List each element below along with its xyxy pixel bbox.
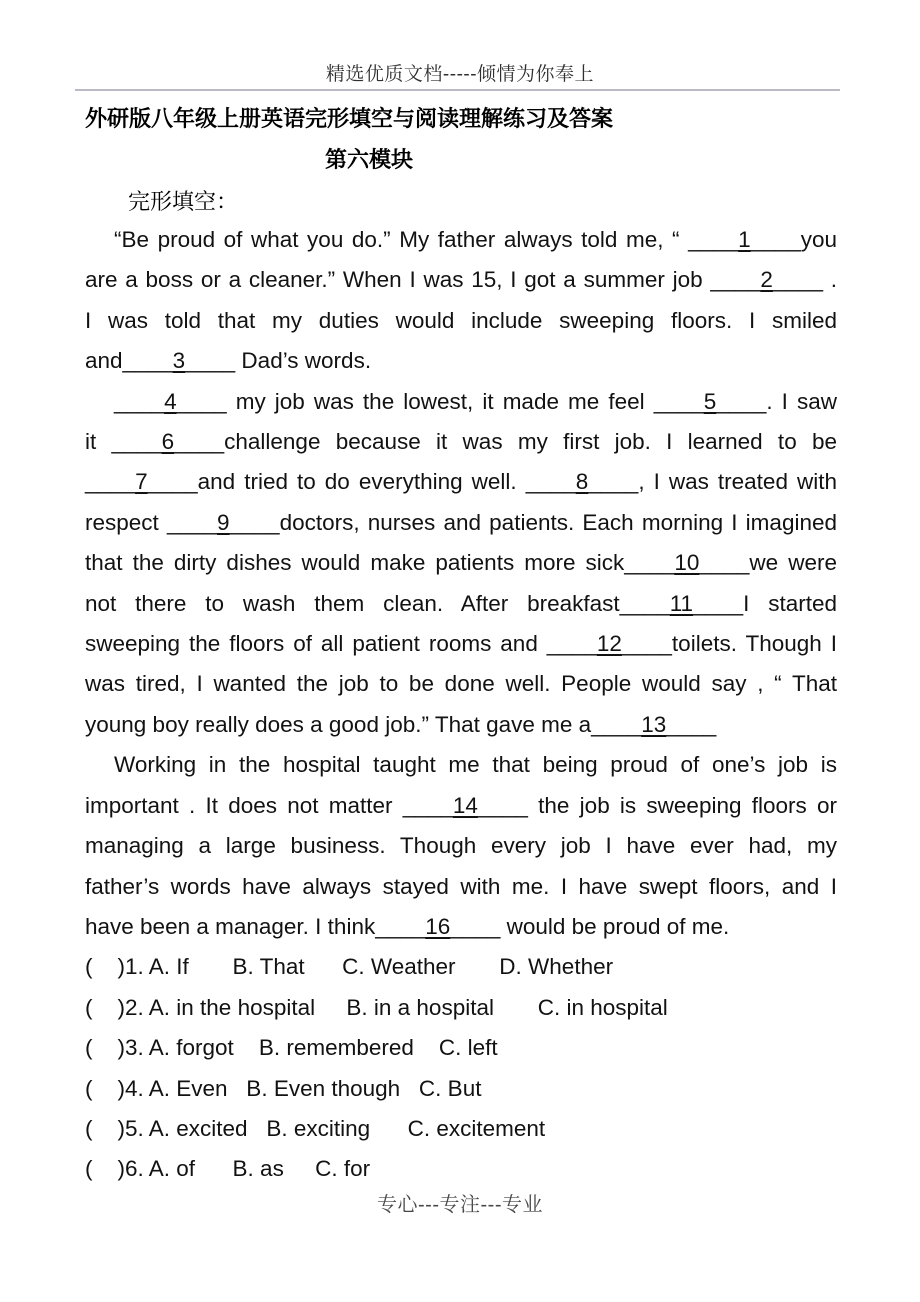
- cloze-body: [85, 220, 837, 1190]
- cloze-line: not there to wash them clean. After breakfast____11____I started: [85, 590, 837, 616]
- options-list: [85, 947, 837, 1189]
- cloze-line: father’s words have always stayed with me. I have swept floors, and I: [85, 873, 837, 899]
- header-divider: [75, 89, 840, 91]
- page-header-text: 精选优质文档-----倾情为你奉上: [325, 64, 595, 85]
- option-row-6: ( )6. A. of B. as C. for: [85, 1156, 371, 1182]
- option-row-2: ( )2. A. in the hospital B. in a hospital C. in hospital: [85, 994, 668, 1020]
- cloze-line: have been a manager. I think____16____ would be proud of me.: [85, 913, 730, 939]
- cloze-line: “Be proud of what you do.” My father always told me, “ ____1____you: [114, 227, 837, 252]
- cloze-line: and____3____ Dad’s words.: [85, 348, 372, 374]
- cloze-line: ____7____and tried to do everything well. ____8____, I was treated with: [85, 469, 837, 495]
- cloze-line: I was told that my duties would include sweeping floors. I smiled: [85, 307, 837, 333]
- cloze-line: Working in the hospital taught me that being proud of one’s job is: [114, 752, 837, 778]
- option-row-1: ( )1. A. If B. That C. Weather D. Whether: [85, 954, 614, 980]
- cloze-line: that the dirty dishes would make patients more sick____10____we were: [85, 550, 837, 576]
- cloze-line: it ____6____challenge because it was my first job. I learned to be: [85, 429, 837, 455]
- page-footer-text: 专心---专注---专业: [377, 1194, 543, 1216]
- cloze-paragraph-1: [85, 220, 837, 382]
- cloze-line: are a boss or a cleaner.” When I was 15, I got a summer job ____2____ .: [85, 267, 837, 293]
- cloze-line: managing a large business. Though every job I have ever had, my: [85, 833, 837, 859]
- cloze-line: respect ____9____doctors, nurses and patients. Each morning I imagined: [85, 509, 837, 535]
- cloze-line: ____4____ my job was the lowest, it made me feel ____5____. I saw: [114, 388, 837, 414]
- cloze-paragraph-2: [85, 382, 837, 746]
- cloze-line: important . It does not matter ____14____ the job is sweeping floors or: [85, 792, 837, 818]
- option-row-4: ( )4. A. Even B. Even though C. But: [85, 1075, 482, 1101]
- module-heading: 第六模块: [325, 147, 414, 172]
- option-row-3: ( )3. A. forgot B. remembered C. left: [85, 1035, 498, 1061]
- document-title: 外研版八年级上册英语完形填空与阅读理解练习及答案: [85, 106, 614, 131]
- option-row-5: ( )5. A. excited B. exciting C. excitement: [85, 1115, 546, 1141]
- cloze-paragraph-3: [85, 745, 837, 947]
- cloze-line: sweeping the floors of all patient rooms and ____12____toilets. Though I: [85, 631, 837, 657]
- cloze-line: young boy really does a good job.” That gave me a____13____: [85, 711, 717, 737]
- cloze-line: was tired, I wanted the job to be done well. People would say , “ That: [85, 671, 837, 697]
- section-heading: 完形填空：: [128, 189, 239, 214]
